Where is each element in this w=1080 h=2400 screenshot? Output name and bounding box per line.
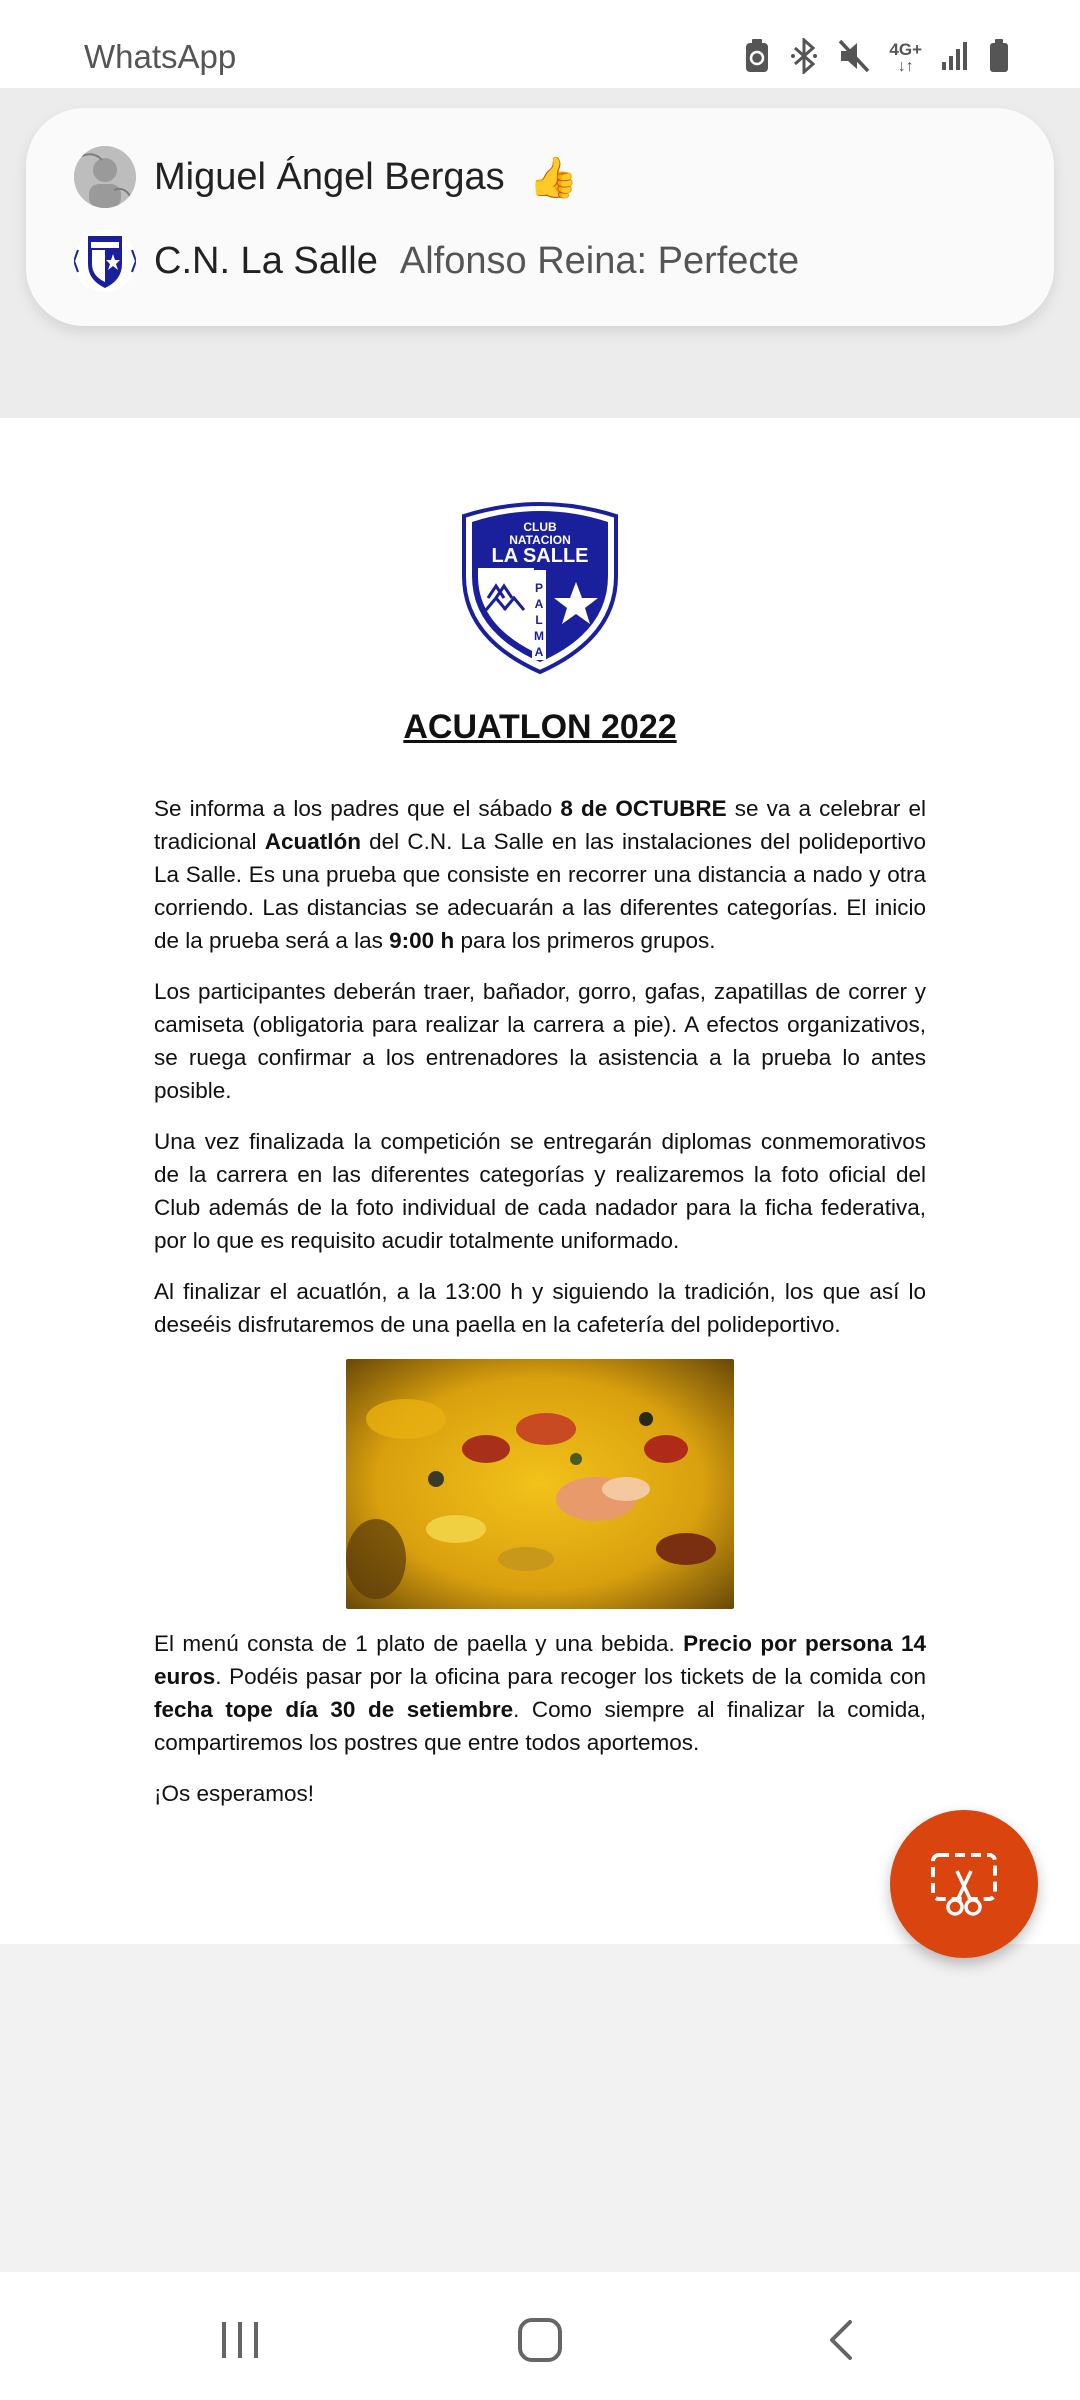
document-body — [154, 792, 926, 1828]
avatar — [74, 146, 136, 208]
network-4g-icon: 4G+ ↓↑ — [889, 40, 922, 75]
svg-text:A: A — [534, 645, 544, 659]
status-bar — [0, 0, 1080, 88]
svg-text:M: M — [534, 629, 544, 643]
logo-text-lasalle: LA SALLE — [491, 545, 589, 567]
paragraph-4: Al finalizar el acuatlón, a la 13:00 h y siguiendo la tradición, los que así lo deseéis disfrutaremos de una paella en la cafetería del polideportivo. — [154, 1279, 926, 1337]
svg-text:L: L — [535, 613, 543, 627]
signal-icon — [940, 40, 970, 77]
recent-apps-icon — [218, 2318, 262, 2362]
paragraph-3: Una vez finalizada la competición se entregarán diplomas conmemorativos de la carrera en las diferentes categorías y realizaremos la foto oficial del Club además de la foto individual de cada nadador para la ficha federativa, por lo que es requisito acudir totalmente uniformado. — [154, 1129, 926, 1253]
thumbs-up-icon: 👍 — [528, 155, 579, 200]
home-icon — [516, 2316, 564, 2364]
notification-sender: Miguel Ángel Bergas — [154, 155, 505, 198]
screenshot-scissors-icon — [929, 1851, 999, 1917]
status-app-name: WhatsApp — [84, 38, 237, 75]
notification-group-name: C.N. La Salle — [154, 239, 378, 282]
paella-image — [346, 1359, 734, 1609]
notification-row-club[interactable] — [74, 230, 799, 292]
back-button[interactable] — [812, 2310, 872, 2370]
club-avatar — [74, 230, 136, 292]
logo-text-palma: P — [534, 581, 544, 595]
paragraph-1: Se informa a los padres que el sábado 8 de OCTUBRE se va a celebrar el tradicional Acuatlón del C.N. La Salle en las instalaciones del polideportivo La Salle. Es una prueba que consiste en recorrer una distancia a nado y otra corriendo. Las distancias se adecuarán a las diferentes categorías. El inicio de la prueba será a las 9:00 h para los primeros grupos. — [154, 796, 926, 953]
notification-message: Alfonso Reina: Perfecte — [399, 239, 800, 282]
club-logo — [460, 498, 620, 679]
home-button[interactable] — [510, 2310, 570, 2370]
document-page — [0, 418, 1080, 1944]
status-icons — [743, 38, 1010, 79]
mute-icon — [837, 38, 871, 79]
paragraph-5: El menú consta de 1 plato de paella y una bebida. Precio por persona 14 euros. Podéis pasar por la oficina para recoger los tickets de la comida con fecha tope día 30 de setiembre. Como siempre al finalizar la comida, compartiremos los postres que entre todos aportemos. — [154, 1631, 926, 1755]
svg-text:A: A — [534, 597, 544, 611]
smart-select-button[interactable] — [890, 1810, 1038, 1958]
recent-apps-button[interactable] — [210, 2310, 270, 2370]
logo-text-club: CLUB — [523, 520, 557, 534]
paragraph-6: ¡Os esperamos! — [154, 1781, 315, 1806]
bluetooth-icon — [789, 38, 819, 79]
battery-icon — [988, 38, 1010, 79]
navigation-bar — [0, 2272, 1080, 2400]
network-label: 4G+ — [889, 40, 922, 59]
battery-saver-icon — [743, 38, 771, 79]
notification-card[interactable] — [26, 108, 1054, 326]
notification-row-miguel[interactable] — [74, 146, 578, 208]
logo-text-natacion: NATACION — [509, 533, 571, 547]
paragraph-2: Los participantes deberán traer, bañador, gorro, gafas, zapatillas de correr y camiseta (obligatoria para realizar la carrera a pie). A efectos organizativos, se ruega confirmar a los entrenadores la asistencia a la prueba lo antes posible. — [154, 979, 926, 1103]
back-icon — [822, 2316, 862, 2364]
document-title: ACUATLON 2022 — [403, 708, 677, 746]
